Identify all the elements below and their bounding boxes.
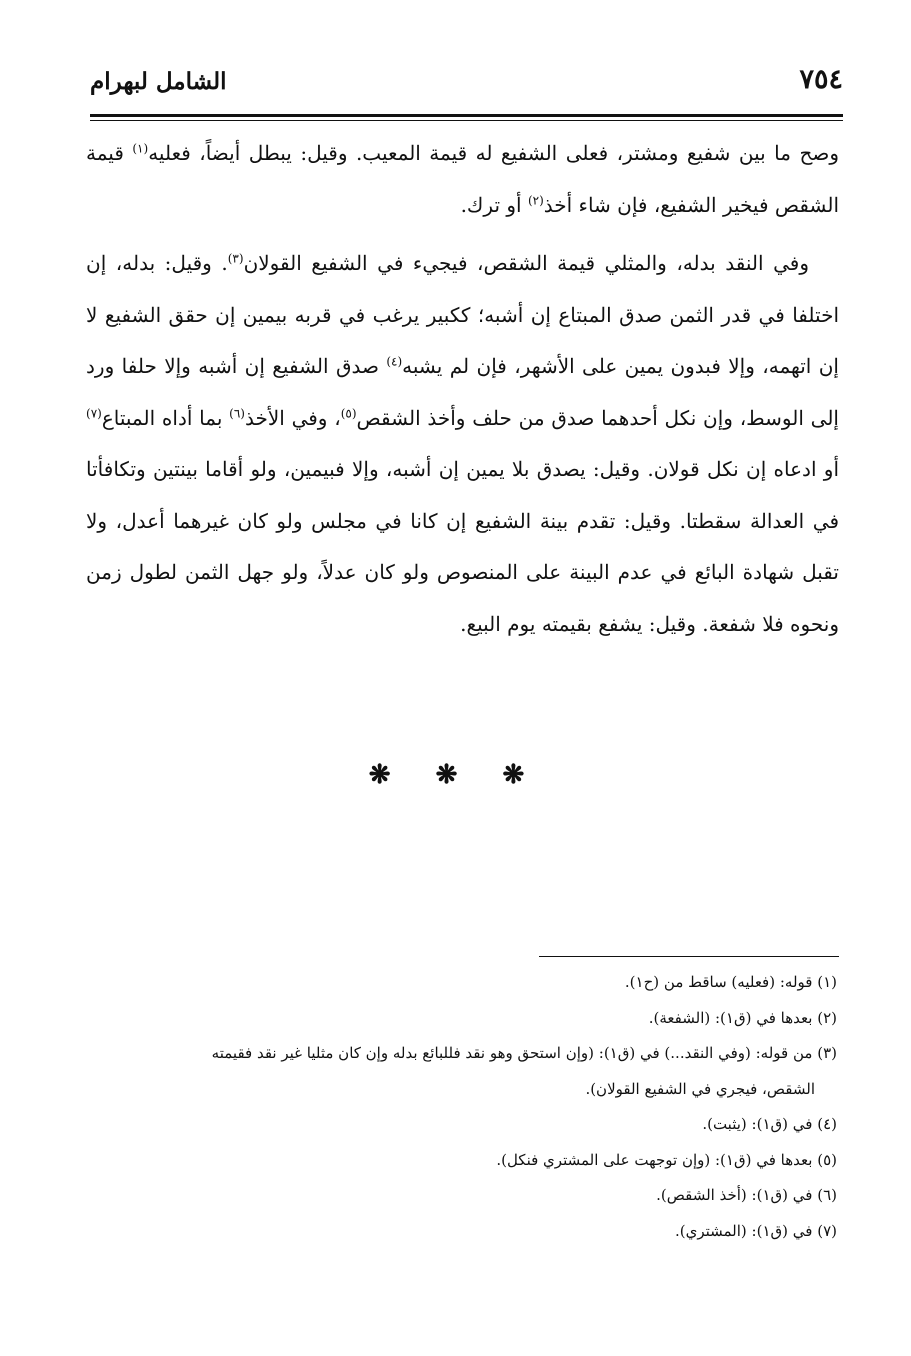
main-text: [86, 128, 839, 657]
footnote-rule: [539, 956, 839, 957]
footnote-number: (٧): [817, 1221, 837, 1240]
footnote-text: بعدها في (ق١): (الشفعة).: [648, 1008, 813, 1027]
footnote-text: قوله: (فعليه) ساقط من (ح١).: [624, 973, 813, 991]
text-segment: ، وفي الأخذ: [244, 405, 341, 430]
footnote: [86, 1036, 839, 1107]
footnote-number: (٢): [817, 1008, 837, 1027]
footnote: [86, 965, 839, 1001]
footnote: [86, 1143, 839, 1179]
footnote-marker: (٤): [386, 354, 403, 369]
footnote: [86, 1214, 839, 1250]
text-segment: قيمة الشقص فيخير الشفيع، فإن شاء أخذ: [86, 141, 839, 217]
text-segment: صدق الشفيع إن أشبه وإلا حلفا ورد إلى الوسط، وإن نكل أحدهما صدق من حلف وأخذ الشقص: [86, 354, 839, 430]
paragraph: [86, 128, 839, 231]
footnote: [86, 1178, 839, 1214]
footnote-number: (٣): [817, 1044, 837, 1062]
footnote-number: (٥): [817, 1150, 837, 1169]
header-rule-thin: [90, 120, 843, 121]
footnote-marker: (٥): [340, 405, 357, 420]
footnote-text: بعدها في (ق١): (وإن توجهت على المشتري فنكل).: [496, 1150, 813, 1169]
footnote-text: من قوله: (وفي النقد...) في (ق١): (وإن استحق وهو نقد فللبائع بدله وإن كان مثليا غير نقد فقيمته: [211, 1044, 813, 1062]
text-segment: أو ادعاه إن نكل قولان. وقيل: يصدق بلا يمين إن أشبه، وإلا فبيمين، ولو أقاما بينتين وتكافأتا في العدالة سقطتا. وقيل: تقدم بينة الشفيع إن كانا في مجلس ولو كان غيرهما أعدل، ولا تقبل شهادة البائع في عدم البينة على المنصوص ولو كان عدلاً، ولو جهل الثمن لطول زمن ونحوه فلا شفعة. وقيل: يشفع بقيمته يوم البيع.: [86, 457, 840, 636]
text-segment: بما أداه المبتاع: [101, 405, 230, 430]
text-segment: أو ترك.: [460, 192, 528, 217]
footnote-number: (٤): [817, 1115, 837, 1133]
footnote-number: (١): [817, 973, 837, 991]
footnote: [86, 1001, 839, 1037]
footnote-marker: (٦): [229, 405, 245, 420]
footnote-marker: (٣): [227, 251, 244, 266]
page-header: [90, 62, 843, 112]
footnote-text: في (ق١): (أخذ الشقص).: [656, 1186, 813, 1204]
text-segment: . وقيل: بدله، إن اختلفا في قدر الثمن صدق المبتاع إن أشبه؛ ككبير يرغب في قربه بيمين إن حقق الشفيع لا إن اتهمه، وإلا فبدون يمين على الأشهر، فإن لم يشبه: [86, 251, 839, 378]
footnote-marker: (١): [132, 141, 149, 156]
page-number: ٧٥٤: [799, 64, 843, 95]
footnote: [86, 1107, 839, 1143]
text-segment: وفي النقد بدله، والمثلي قيمة الشقص، فيجيء في الشفيع القولان: [243, 251, 809, 275]
text-segment: وصح ما بين شفيع ومشتر، فعلى الشفيع له قيمة المعيب. وقيل: يبطل أيضاً، فعليه: [148, 141, 839, 165]
footnote-marker: (٢): [527, 192, 544, 207]
footnote-text: في (ق١): (يثبت).: [702, 1115, 813, 1133]
footnote-marker: (٧): [86, 405, 102, 420]
running-title: الشامل لبهرام: [90, 68, 227, 95]
header-rule: [90, 114, 843, 117]
footnote-number: (٦): [817, 1186, 837, 1204]
footnote-text-continued: الشقص، فيجري في الشفيع القولان).: [585, 1079, 815, 1098]
footnotes: [86, 965, 839, 1249]
footnote-text: في (ق١): (المشتري).: [674, 1221, 813, 1240]
paragraph: [86, 238, 839, 650]
section-separator: ❋ ❋ ❋: [368, 760, 543, 790]
